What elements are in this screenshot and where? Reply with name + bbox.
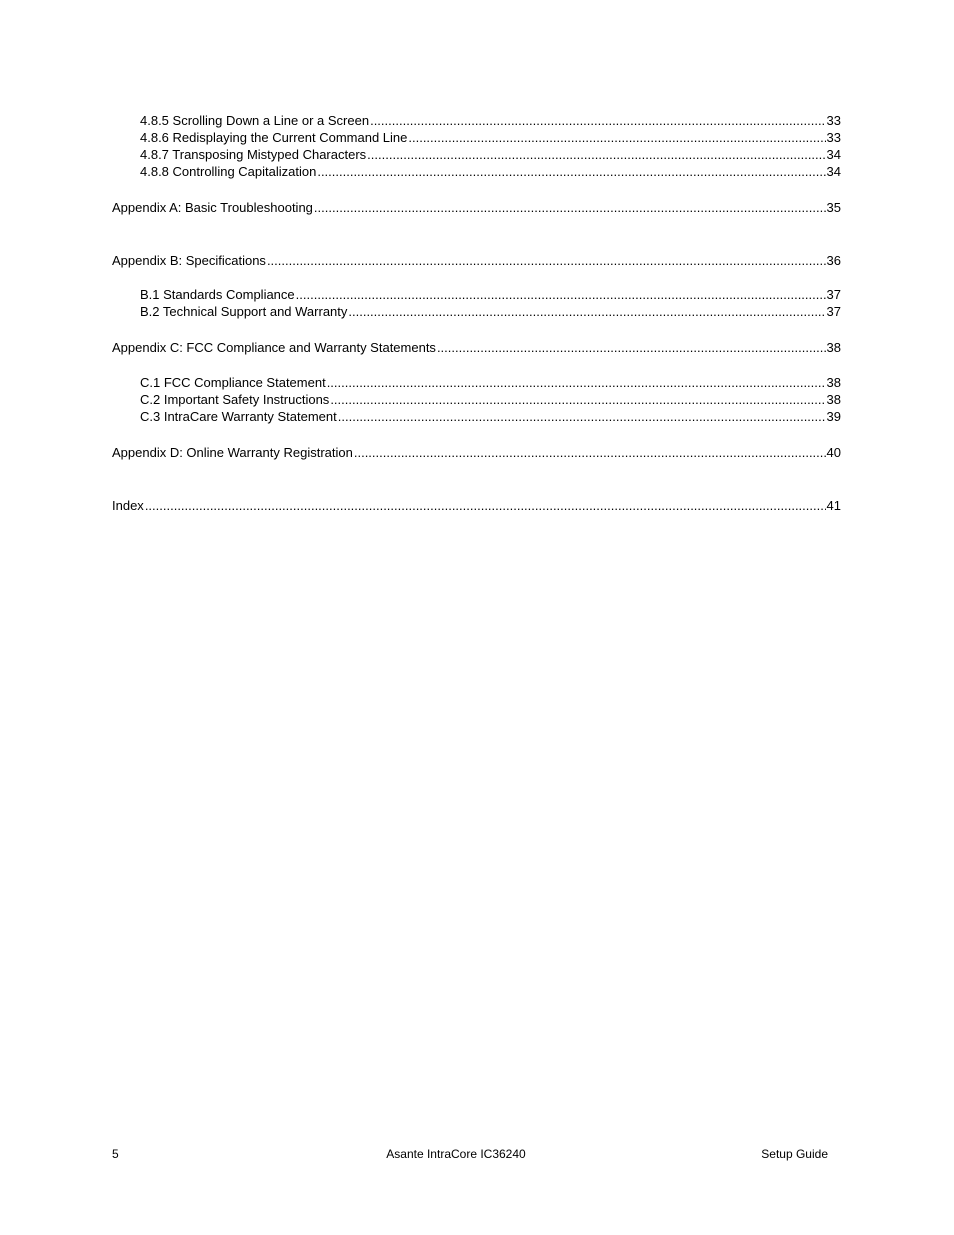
toc-entry-page: 36 — [826, 253, 841, 268]
toc-entry-page: 37 — [826, 287, 841, 302]
toc-entry-label: Appendix C: FCC Compliance and Warranty Statements — [112, 340, 436, 355]
toc-entry-label: Index — [112, 498, 144, 513]
toc-entry[interactable] — [140, 374, 841, 391]
toc-entry-label: Appendix D: Online Warranty Registration — [112, 445, 353, 460]
toc-entry-label: C.3 IntraCare Warranty Statement — [140, 409, 337, 424]
toc-entry-page: 37 — [826, 304, 841, 319]
toc-dot-leader — [314, 199, 826, 216]
toc-dot-leader — [348, 303, 825, 320]
toc-entry-page: 34 — [826, 164, 841, 179]
toc-entry-label: 4.8.7 Transposing Mistyped Characters — [140, 147, 367, 162]
toc-dot-leader — [354, 444, 826, 461]
toc-entry-page: 38 — [826, 392, 841, 407]
toc-entry[interactable] — [112, 252, 841, 269]
toc-entry-label: 4.8.5 Scrolling Down a Line or a Screen — [140, 113, 370, 128]
toc-entry-page: 39 — [826, 409, 841, 424]
toc-entry[interactable] — [112, 444, 841, 461]
toc-dot-leader — [296, 286, 826, 303]
toc-entry-label: Appendix A: Basic Troubleshooting — [112, 200, 313, 215]
toc-entry[interactable] — [112, 199, 841, 216]
toc-dot-leader — [370, 112, 825, 129]
toc-dot-leader — [145, 497, 826, 514]
toc-dot-leader — [267, 252, 826, 269]
toc-entry-page: 35 — [826, 200, 841, 215]
toc-dot-leader — [338, 408, 826, 425]
footer-page-number: 5 — [112, 1147, 119, 1161]
toc-entry-page: 41 — [826, 498, 841, 513]
toc-entry-page: 34 — [826, 147, 841, 162]
toc-entry-label: C.2 Important Safety Instructions — [140, 392, 330, 407]
toc-entry-page: 38 — [826, 340, 841, 355]
toc-entry-page: 40 — [826, 445, 841, 460]
toc-dot-leader — [367, 146, 825, 163]
page-footer — [112, 1146, 828, 1162]
toc-entry-page: 33 — [826, 130, 841, 145]
toc-dot-leader — [327, 374, 826, 391]
toc-entry[interactable] — [140, 391, 841, 408]
toc-entry-page: 33 — [826, 113, 841, 128]
toc-dot-leader — [317, 163, 825, 180]
toc-entry-label: B.1 Standards Compliance — [140, 287, 295, 302]
toc-entry[interactable] — [140, 163, 841, 180]
toc-entry[interactable] — [140, 408, 841, 425]
footer-product-name: Asante IntraCore IC36240 — [386, 1147, 526, 1161]
footer-document-type: Setup Guide — [761, 1147, 828, 1161]
toc-entry[interactable] — [140, 129, 841, 146]
toc-dot-leader — [437, 339, 826, 356]
toc-entry[interactable] — [140, 112, 841, 129]
toc-entry-label: C.1 FCC Compliance Statement — [140, 375, 326, 390]
toc-entry-page: 38 — [826, 375, 841, 390]
toc-entry-label: Appendix B: Specifications — [112, 253, 266, 268]
toc-entry-label: 4.8.6 Redisplaying the Current Command Line — [140, 130, 408, 145]
toc-entry-label: B.2 Technical Support and Warranty — [140, 304, 348, 319]
toc-dot-leader — [408, 129, 825, 146]
toc-entry-label: 4.8.8 Controlling Capitalization — [140, 164, 317, 179]
toc-entry[interactable] — [140, 303, 841, 320]
toc-dot-leader — [330, 391, 825, 408]
toc-entry[interactable] — [112, 339, 841, 356]
toc-entry[interactable] — [112, 497, 841, 514]
toc-entry[interactable] — [140, 146, 841, 163]
toc-entry[interactable] — [140, 286, 841, 303]
